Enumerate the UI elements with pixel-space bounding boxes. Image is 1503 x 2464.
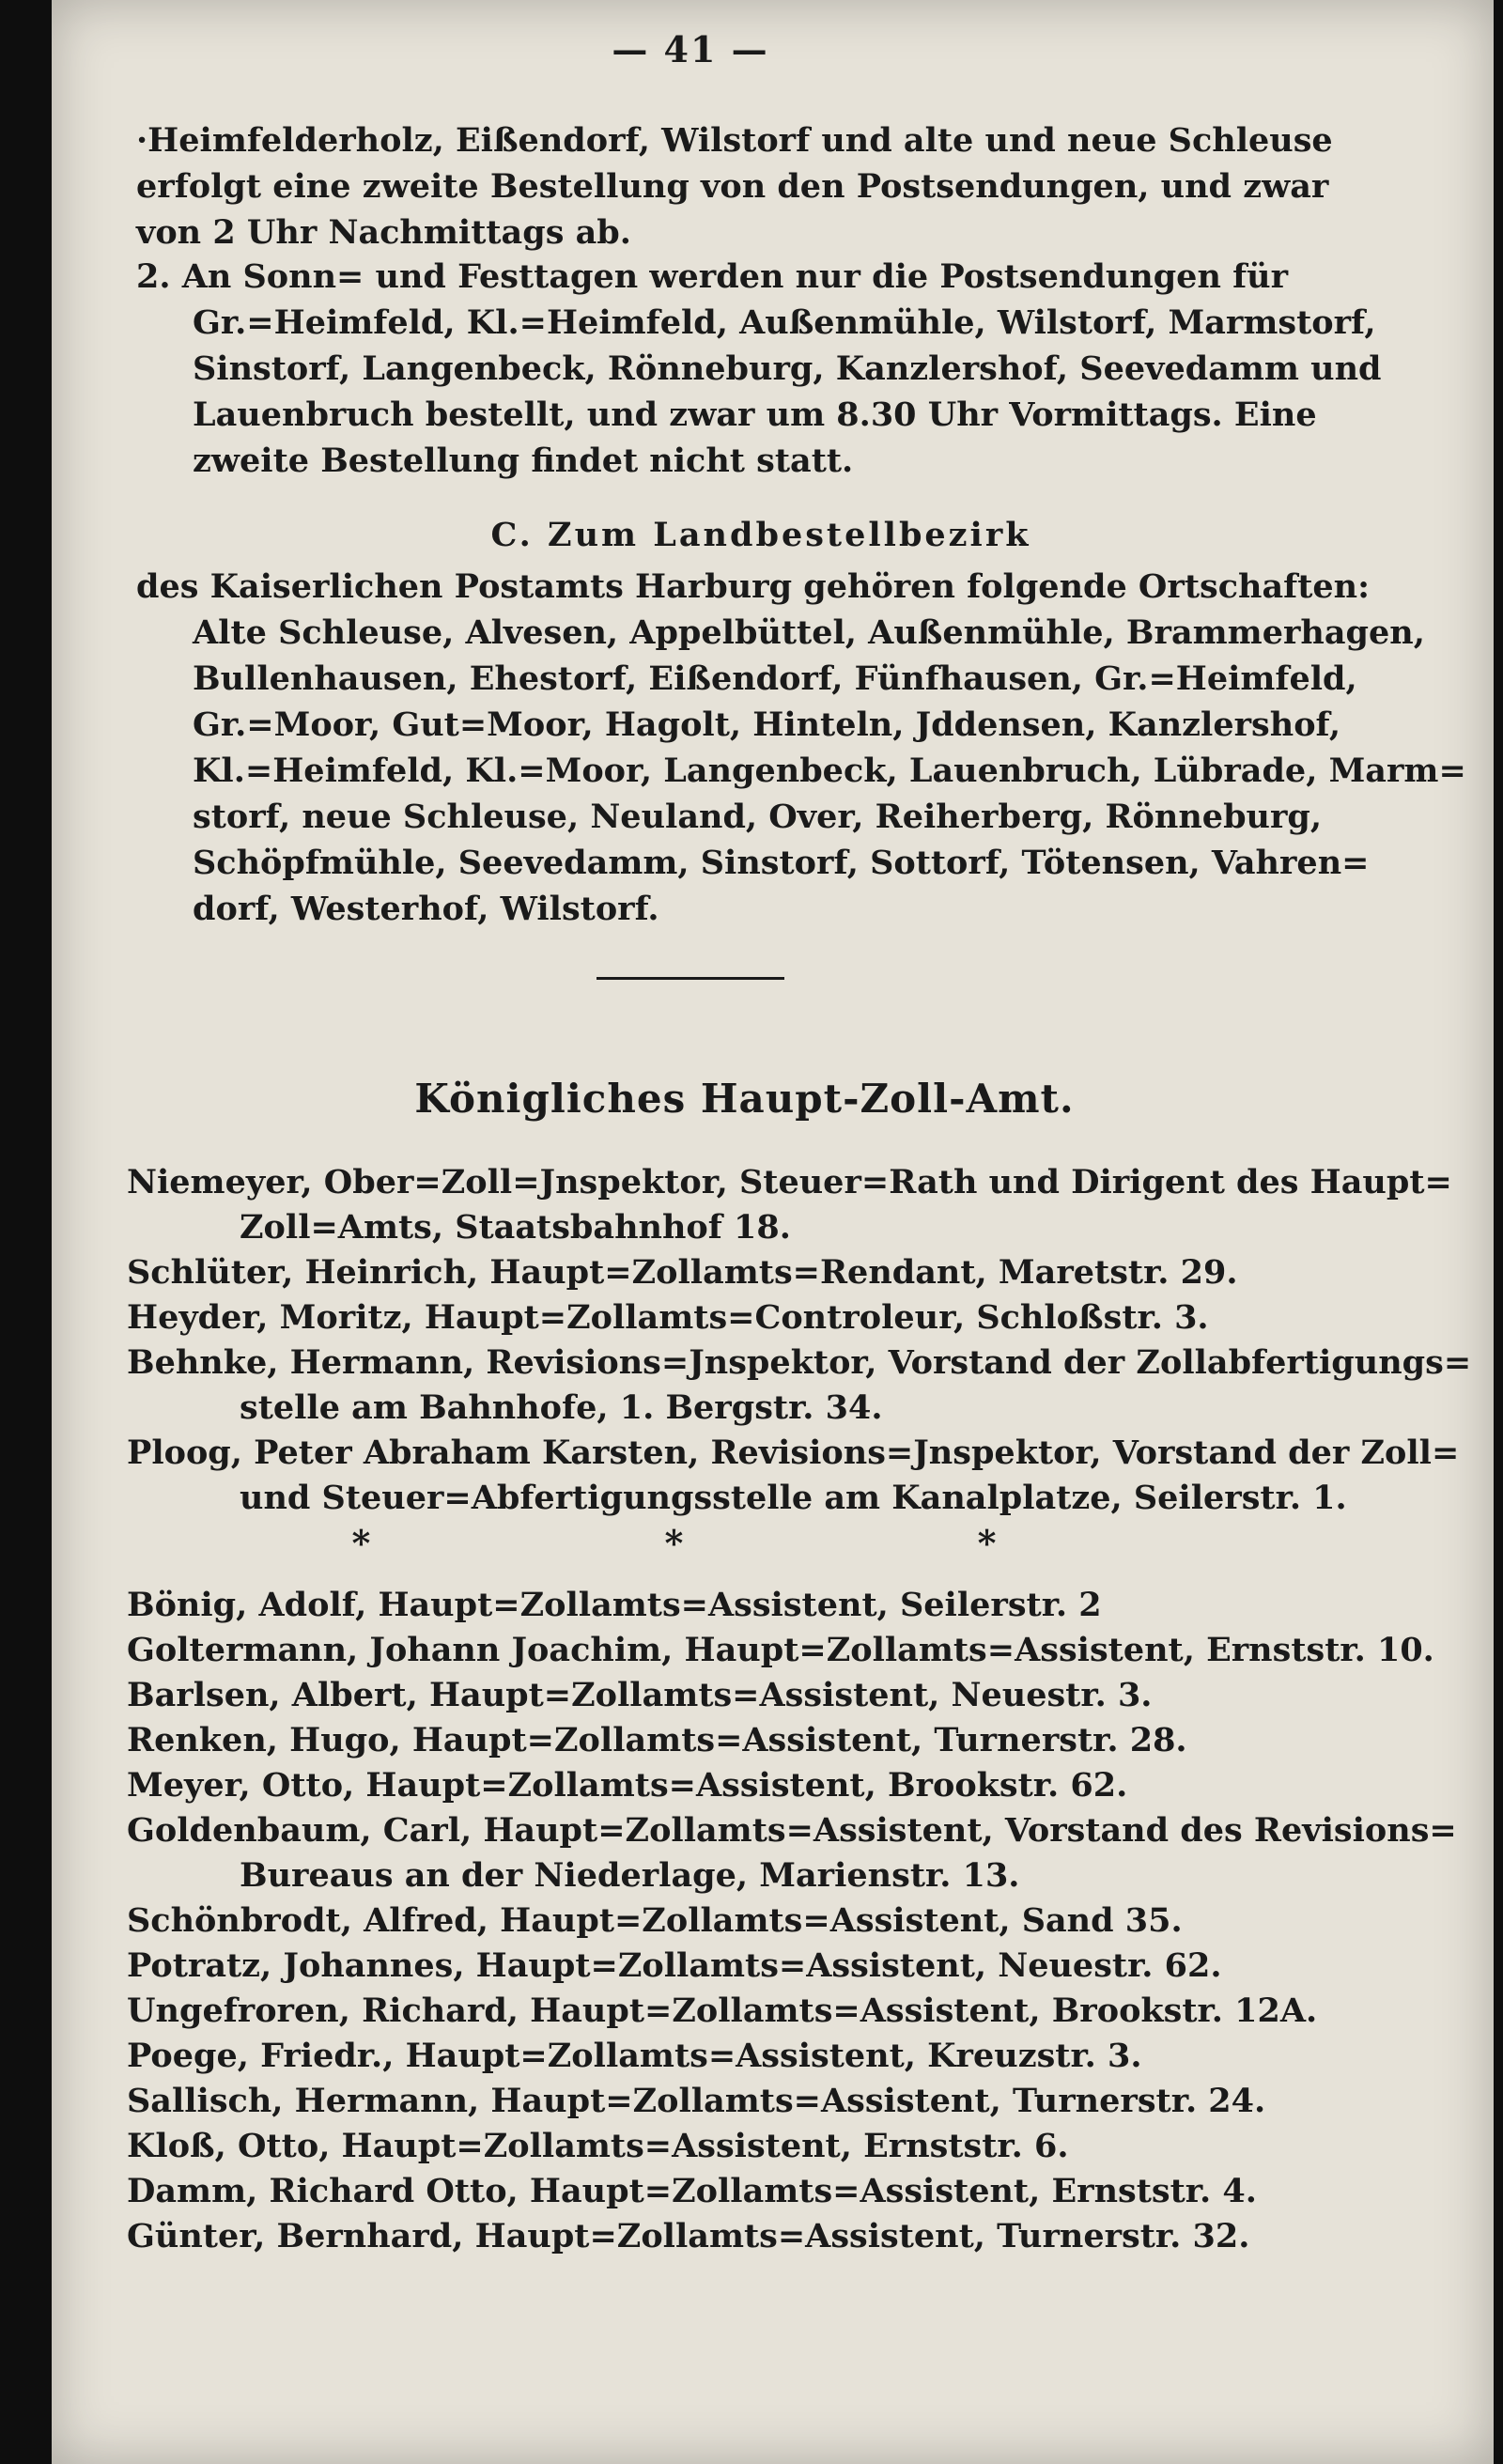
item-2-line: Lauenbruch bestellt, und zwar um 8.30 Uhr Vormittags. Eine bbox=[193, 395, 1317, 434]
list-item bbox=[127, 1250, 1442, 1295]
entry-line: Zoll=Amts, Staatsbahnhof 18. bbox=[240, 1208, 791, 1247]
entry-line: Behnke, Hermann, Revisions=Jnspektor, Vorstand der Zollabfertigungs= bbox=[127, 1343, 1472, 1382]
entry-line: Potratz, Johannes, Haupt=Zollamts=Assistent, Neuestr. 62. bbox=[127, 1946, 1222, 1985]
list-item bbox=[127, 1431, 1460, 1521]
place-line: Schöpfmühle, Seevedamm, Sinstorf, Sottorf, Tötensen, Vahren= bbox=[193, 844, 1370, 882]
entry-line: Poege, Friedr., Haupt=Zollamts=Assistent, Kreuzstr. 3. bbox=[127, 2037, 1142, 2075]
intro-line: von 2 Uhr Nachmittags ab. bbox=[136, 213, 631, 252]
entry-line: Niemeyer, Ober=Zoll=Jnspektor, Steuer=Rath und Dirigent des Haupt= bbox=[127, 1163, 1452, 1201]
list-item bbox=[127, 1295, 1442, 1340]
intro-line: erfolgt eine zweite Bestellung von den Postsendungen, und zwar bbox=[136, 167, 1329, 206]
place-line: Gr.=Moor, Gut=Moor, Hagolt, Hinteln, Jddensen, Kanzlershof, bbox=[193, 705, 1341, 744]
entry-line: Günter, Bernhard, Haupt=Zollamts=Assistent, Turnerstr. 32. bbox=[127, 2217, 1250, 2255]
place-line: Bullenhausen, Ehestorf, Eißendorf, Fünfhausen, Gr.=Heimfeld, bbox=[193, 659, 1357, 698]
section-c-intro: des Kaiserlichen Postamts Harburg gehören folgende Ortschaften: bbox=[136, 567, 1371, 606]
list-item bbox=[127, 1808, 1457, 1898]
section-c bbox=[136, 512, 1466, 932]
list-item bbox=[127, 1944, 1442, 1989]
entry-line: und Steuer=Abfertigungsstelle am Kanalplatze, Seilerstr. 1. bbox=[240, 1479, 1347, 1517]
list-item bbox=[127, 1340, 1472, 1431]
item-2-line: zweite Bestellung findet nicht statt. bbox=[193, 442, 854, 480]
officials-list bbox=[127, 1160, 1472, 1521]
place-line: Kl.=Heimfeld, Kl.=Moor, Langenbeck, Lauenbruch, Lübrade, Marm= bbox=[193, 752, 1466, 790]
section-divider bbox=[597, 977, 784, 980]
entry-line: Meyer, Otto, Haupt=Zollamts=Assistent, Brookstr. 62. bbox=[127, 1766, 1128, 1805]
section-c-heading: C. Zum Landbestellbezirk bbox=[490, 516, 1031, 554]
item-2-paragraph bbox=[136, 254, 1386, 484]
place-line: storf, neue Schleuse, Neuland, Over, Reiherberg, Rönneburg, bbox=[193, 798, 1323, 836]
office-heading: Königliches Haupt-Zoll-Amt. bbox=[414, 1076, 1075, 1122]
assistants-list bbox=[127, 1583, 1457, 2259]
list-item bbox=[127, 1763, 1442, 1808]
entry-line: Goldenbaum, Carl, Haupt=Zollamts=Assistent, Vorstand des Revisions= bbox=[127, 1811, 1457, 1850]
list-item bbox=[127, 1628, 1442, 1673]
entry-line: Bönig, Adolf, Haupt=Zollamts=Assistent, Seilerstr. 2 bbox=[127, 1586, 1102, 1624]
list-item bbox=[127, 2214, 1442, 2259]
intro-line: ·Heimfelderholz, Eißendorf, Wilstorf und alte und neue Schleuse bbox=[136, 121, 1333, 160]
intro-paragraph bbox=[136, 117, 1386, 256]
list-item bbox=[127, 2034, 1442, 2079]
list-item bbox=[127, 1718, 1442, 1763]
entry-line: Ungefroren, Richard, Haupt=Zollamts=Assistent, Brookstr. 12A. bbox=[127, 1991, 1318, 2030]
place-line: dorf, Westerhof, Wilstorf. bbox=[193, 890, 659, 928]
place-line: Alte Schleuse, Alvesen, Appelbüttel, Außenmühle, Brammerhagen, bbox=[193, 613, 1425, 652]
document-page bbox=[52, 0, 1494, 2464]
item-2-line: Gr.=Heimfeld, Kl.=Heimfeld, Außenmühle, Wilstorf, Marmstorf, bbox=[193, 303, 1376, 342]
entry-line: Sallisch, Hermann, Haupt=Zollamts=Assistent, Turnerstr. 24. bbox=[127, 2082, 1266, 2120]
entry-line: Renken, Hugo, Haupt=Zollamts=Assistent, Turnerstr. 28. bbox=[127, 1721, 1187, 1759]
entry-line: Barlsen, Albert, Haupt=Zollamts=Assistent, Neuestr. 3. bbox=[127, 1676, 1153, 1714]
entry-line: Ploog, Peter Abraham Karsten, Revisions=Jnspektor, Vorstand der Zoll= bbox=[127, 1433, 1460, 1472]
entry-line: Heyder, Moritz, Haupt=Zollamts=Controleur, Schloßstr. 3. bbox=[127, 1298, 1209, 1337]
list-item bbox=[127, 2169, 1442, 2214]
item-2-line: Sinstorf, Langenbeck, Rönneburg, Kanzlershof, Seevedamm und bbox=[193, 349, 1382, 388]
list-item bbox=[127, 2079, 1442, 2124]
item-2-line: 2. An Sonn= und Festtagen werden nur die Postsendungen für bbox=[136, 257, 1289, 296]
list-item bbox=[127, 1898, 1442, 1944]
list-item bbox=[127, 2124, 1442, 2169]
list-item bbox=[127, 1160, 1452, 1250]
entry-line: stelle am Bahnhofe, 1. Bergstr. 34. bbox=[240, 1388, 883, 1427]
entry-line: Schönbrodt, Alfred, Haupt=Zollamts=Assistent, Sand 35. bbox=[127, 1901, 1183, 1940]
list-item bbox=[127, 1583, 1442, 1628]
entry-line: Bureaus an der Niederlage, Marienstr. 13. bbox=[240, 1856, 1020, 1895]
list-item bbox=[127, 1673, 1442, 1718]
entry-line: Goltermann, Johann Joachim, Haupt=Zollamts=Assistent, Ernststr. 10. bbox=[127, 1631, 1434, 1669]
entry-line: Kloß, Otto, Haupt=Zollamts=Assistent, Ernststr. 6. bbox=[127, 2127, 1069, 2165]
entry-line: Damm, Richard Otto, Haupt=Zollamts=Assistent, Ernststr. 4. bbox=[127, 2172, 1257, 2210]
page-number: — 41 — bbox=[612, 28, 769, 70]
entry-line: Schlüter, Heinrich, Haupt=Zollamts=Rendant, Maretstr. 29. bbox=[127, 1253, 1238, 1292]
separator-stars: * * * bbox=[351, 1522, 1138, 1564]
list-item bbox=[127, 1989, 1442, 2034]
